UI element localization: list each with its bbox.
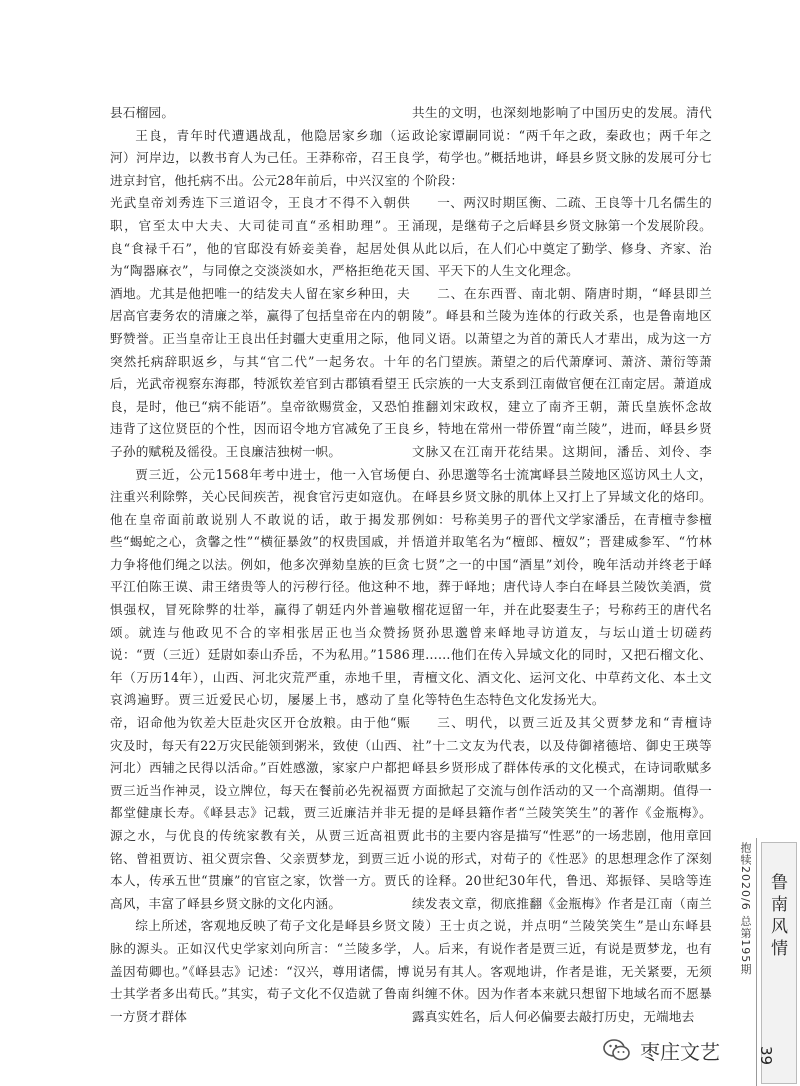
left-column: [110, 102, 410, 1028]
paragraph: 县石榴园。: [110, 105, 175, 120]
wechat-watermark: [596, 1030, 726, 1070]
page-number: 39: [757, 1046, 775, 1066]
watermark-text: 枣庄文艺: [640, 1039, 720, 1064]
paragraph: 三、明代，以贾三近及其父贾梦龙和“青檀诗社”十二文友为代表，以及侍御褚德培、御史王瑛等峄县乡贤形成了群体传承的文化模式，在诗词歌赋多方面掀起了交流与创作活动的又一个高潮期。值得一提的是峄县籍作者“兰陵笑笑生”的著作《金瓶梅》。此书的主要内容是描写“性恶”的一场悲剧，他用章回小说的形式，对荀子的《性恶》的思想理念作了深刻的诠释。20世纪30年代，鲁迅、郑振铎、吴晗等连续发表文章，彻底推翻《金瓶梅》作者是江南（南兰陵）王士贞之说，并点明“兰陵笑笑生”是山东峄县人。后来，有说作者是贾三近，有说是贾梦龙，也有说另有其人。客观地讲，作者是谁，无关紧要，无须纠缠不休。因为作者本来就只想留下地域名而不愿暴露真实姓名，后人何必偏要去敲打历史，无端地去: [412, 715, 712, 1024]
paragraph: 一、两汉时期匡衡、二疏、王良等十几名儒生的涌现，是继荀子之后峄县乡贤文脉第一个发展阶段。从此以后，在人们心中奠定了勤学、修身、齐家、治国、平天下的人生文化理念。: [412, 195, 712, 279]
paragraph: 二、在东西晋、南北朝、隋唐时期，“峄县即兰陵”。峄县和兰陵为连体的行政关系，也是鲁南地区同义语。以萧望之为首的萧氏人才辈出，成为这一方的名门望族。萧望之的后代萧摩诃、萧济、萧衍等萧氏宗族的一大支系到江南做官便在江南定居。萧道成推翻刘宋政权，建立了南齐王朝，萧氏皇族怀念故乡，特地在常州一带侨置“南兰陵”，进而，峄县乡贤文脉又在江南开花结果。这期间，潘岳、刘伶、李白、孙思邈等名士流寓峄县兰陵地区巡访风土人文，在峄县乡贤文脉的肌体上又打上了异域文化的烙印。例如：号称美男子的晋代文学家潘岳，在青檀寺参檀悟道并取笔名为“檀郎、檀奴”；晋建威参军、“竹林七贤”之一的中国“酒星”刘伶，晚年活动并终老于峄地，葬于峄地；唐代诗人李白在峄县兰陵饮美酒，赏榴花逗留一年，并在此娶妻生子；号称药王的唐代名贤孙思邈曾来峄地寻访道友，与坛山道士切磋药理……他们在传入异域文化的同时，又把石榴文化、青檀文化、酒文化、运河文化、中草药文化、本土文化等特色生态特色文化发扬光大。: [412, 285, 712, 708]
paragraph: 贾三近，公元1568年考中进士，他一入官场便注重兴利除弊，关心民间疾苦，视食官污吏如寇仇。他在皇帝面前敢说别人不敢说的话，敢于揭发那些“蝎蛇之心，贪馨之性”“横征暴敛”的权贵国戚，并力争将他们绳之以法。例如，他多次弹劾皇族的巨贪平江伯陈王谟、肃王绪贵等人的污秽行径。他这种不惧强权，冒死除弊的壮举，赢得了朝廷内外普遍敬颂。就连与他政见不合的宰相张居正也当众赞扬说：“贾（三近）廷尉如泰山乔岳，不为私用。”1586年（万历14年），山西、河北灾荒严重，赤地千里，哀鸿遍野。贾三近爱民心切，屡屡上书，感动了皇帝，诏命他为钦差大臣赴灾区开仓放粮。由于他“赈灾及时，每天有22万灾民能领到粥米，致使（山西、河北）西辅之民得以活命。”百姓感激，家家户户都把贾三近当作神灵，设立牌位，每天在餐前必先祝福贾都堂健康长寿。《峄县志》记载，贾三近廉洁并非无源之水，与优良的传统家教有关，从贾三近高祖贾铭、曾祖贾访、祖父贾宗鲁、父亲贾梦龙，到贾三近本人，传承五世“贯廉”的官宦之家，饮誉一方。贾氏高风，丰富了峄县乡贤文脉的文化内涵。: [110, 466, 410, 911]
right-column: [412, 102, 712, 1028]
paragraph: 共生的文明，也深刻地影响了中国历史的发展。清代政论家谭嗣同说：“两千年之政，秦政也；两千年之学，荀学也。”概括地讲，峄县乡贤文脉的发展可分七个阶段：: [412, 105, 712, 188]
wechat-icon: [602, 1035, 632, 1065]
paragraph: 综上所述，客观地反映了荀子文化是峄县乡贤文脉的源头。正如汉代史学家刘向所言：“兰陵多学，盖因荀卿也。”《峄县志》记述：“汉兴，尊用诸儒，博士其学者多出荀氏。”其实，荀子文化不仅造就了鲁南一方贤才群体: [110, 918, 410, 1024]
issue-info: 抱犊2020/6 总第195期: [739, 842, 752, 976]
paragraph: 王良，青年时代遭遇战乱，他隐居家乡珈（运河）河岸边，以教书育人为己任。王莽称帝，召王良进京封官，他托病不出。公元28年前后，中兴汉室的光武皇帝刘秀连下三道诏令，王良才不得不入朝供职，官至太中大夫、大司徒司直“丞相助理”。王良“食禄千石”，他的官邸没有娇妾美眷，起居处俱为“陶器麻衣”，与同僚之交淡淡如水，严格拒绝花天酒地。尤其是他把唯一的结发夫人留在家乡种田，夫居高官妻务农的清廉之举，赢得了包括皇帝在内的朝野赞誉。正当皇帝让王良出任封疆大吏重用之际，他突然托病辞职返乡，与其“官二代”一起务农。十年后，光武帝视察东海郡，特派钦差官到古郡镇看望王良，是时，他已“病不能语”。皇帝欲赐赏金，又恐怕违背了这位贤臣的个性，因而诏令地方官减免了王良子孙的赋税及徭役。王良廉洁独树一帜。: [110, 127, 410, 459]
magazine-title: 鲁南风情: [767, 873, 787, 961]
